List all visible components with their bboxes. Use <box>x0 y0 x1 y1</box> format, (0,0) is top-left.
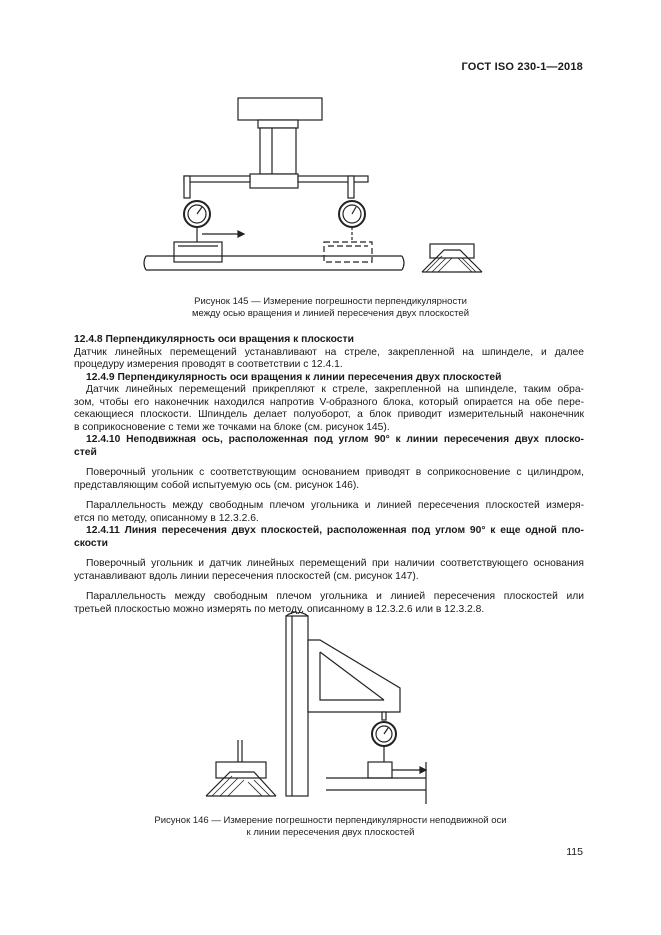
figure-146-caption <box>0 815 661 839</box>
figure-146-drawing <box>196 612 446 804</box>
caption-line: Рисунок 145 — Измерение погрешности перпендикулярности <box>194 296 467 307</box>
paragraph-line: Датчик линейных перемещений устанавливают на стреле, закрепленной на шпинделе, и далее <box>74 346 584 358</box>
section-heading-12-4-10-cont: стей <box>74 446 97 458</box>
paragraph-line: зом, чтобы его наконечник находился напротив V-образного блока, который опирается на обе пере- <box>74 396 584 408</box>
caption-line: Рисунок 146 — Измерение погрешности перпендикулярности неподвижной оси <box>154 815 507 826</box>
paragraph-line: секающиеся плоскости. Шпиндель делает полуоборот, а блок приводит измерительный наконечник <box>74 409 584 420</box>
figure-145-drawing <box>140 92 490 282</box>
paragraph-line: процедуру измерения проводят в соответствии с 12.4.1. <box>74 359 343 370</box>
section-heading-12-4-11-cont: скости <box>74 537 108 549</box>
body-text <box>74 334 584 616</box>
figure-145-caption <box>0 296 661 320</box>
paragraph-line: в соприкосновение с теми же точками на блоке (см. рисунок 145). <box>74 421 390 433</box>
page-number: 115 <box>566 846 583 858</box>
section-heading-12-4-8: 12.4.8 Перпендикулярность оси вращения к плоскости <box>74 334 354 345</box>
section-heading-12-4-11: 12.4.11 Линия пересечения двух плоскостей, расположенная под углом 90° к еще одной пло- <box>86 525 584 536</box>
paragraph-line: Поверочный угольник и датчик линейных перемещений при наличии соответствующего основания <box>86 558 584 569</box>
paragraph-line: представляющим собой испытуемую ось (см. рисунок 146). <box>74 479 360 491</box>
paragraph-line: Параллельность между свободным плечом угольника и линией пересечения плоскостей или <box>86 591 584 602</box>
paragraph-line: Поверочный угольник с соответствующим основанием приводят в соприкосновение с цилиндром, <box>86 467 584 478</box>
paragraph-line: Параллельность между свободным плечом угольника и линией пересечения плоскостей измеря- <box>86 500 584 511</box>
section-heading-12-4-9: 12.4.9 Перпендикулярность оси вращения к линии пересечения двух плоскостей <box>86 371 502 383</box>
caption-line: к линии пересечения двух плоскостей <box>246 827 415 838</box>
paragraph-line: ется по методу, описанному в 12.3.2.6. <box>74 512 259 524</box>
paragraph-line: устанавливают вдоль линии пересечения плоскостей (см. рисунок 147). <box>74 570 419 582</box>
figure-145-svg <box>140 92 490 282</box>
section-heading-12-4-10: 12.4.10 Неподвижная ось, расположенная под углом 90° к линии пересечения двух плоско- <box>86 434 584 445</box>
paragraph-line: третьей плоскостью можно измерять по методу, описанному в 12.3.2.6 или в 12.3.2.8. <box>74 603 485 615</box>
figure-146-svg <box>196 612 446 804</box>
document-standard-header: ГОСТ ISO 230-1—2018 <box>461 61 583 73</box>
caption-line: между осью вращения и линией пересечения двух плоскостей <box>191 308 470 319</box>
paragraph-line: Датчик линейных перемещений прикрепляют к стреле, закрепленной на шпинделе, таким обра- <box>86 384 584 395</box>
